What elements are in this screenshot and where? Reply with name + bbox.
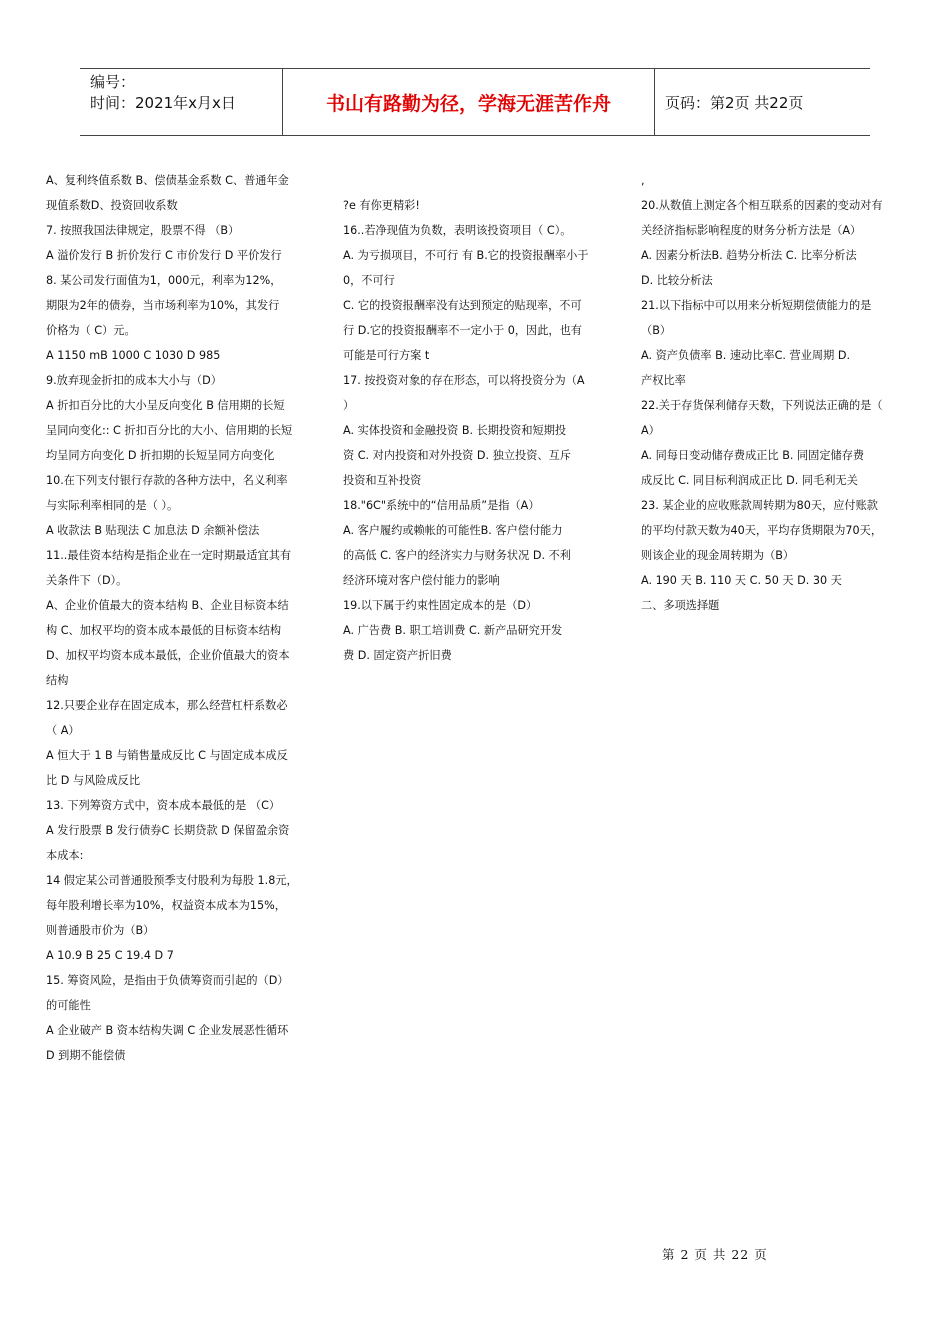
text-line: A、复利终值系数 B、偿债基金系数 C、普通年金 [46,174,289,187]
text-line: 9.放弃现金折扣的成本大小与（D） [46,374,222,387]
text-line: A. 190 天 B. 110 天 C. 50 天 D. 30 天 [641,574,842,587]
text-line: A 折扣百分比的大小呈反向变化 B 信用期的长短 [46,399,285,412]
text-line: 的平均付款天数为40天，平均存货期限为70天， [641,524,883,537]
text-line: A. 实体投资和金融投资 B. 长期投资和短期投 [343,424,567,437]
text-line: A 10.9 B 25 C 19.4 D 7 [46,949,174,962]
text-line: 经济环境对客户偿付能力的影响 [343,574,500,587]
text-line: 10.在下列支付银行存款的各种方法中，名义利率 [46,474,288,487]
text-line: 二、多项选择题 [641,599,720,612]
column-middle [343,193,611,668]
text-line: ?e 有你更精彩! [343,199,420,212]
text-line: 的可能性 [46,999,91,1012]
text-line: A 发行股票 B 发行债券C 长期贷款 D 保留盈余资 [46,824,290,837]
text-line: 13. 下列筹资方式中，资本成本最低的是 （C） [46,799,281,812]
text-line: 投资和互补投资 [343,474,422,487]
text-line: （B） [641,324,672,337]
text-line: D. 比较分析法 [641,274,713,287]
text-line: 22.关于存货保利储存天数，下列说法正确的是（ [641,399,883,412]
text-line: , [641,174,645,187]
text-line: 期限为2年的债券，当市场利率为10%，其发行 [46,299,280,312]
text-line: A. 为亏损项目，不可行 有 B.它的投资报酬率小于 [343,249,589,262]
text-line: 21.以下指标中可以用来分析短期偿债能力的是 [641,299,872,312]
text-line: 构 C、加权平均的资本成本最低的目标资本结构 [46,624,282,637]
text-line: 费 D. 固定资产折旧费 [343,649,452,662]
column-left [46,168,316,1068]
text-line: A 恒大于 1 B 与销售量成反比 C 与固定成本成反 [46,749,288,762]
text-line: 可能是可行方案 t [343,349,430,362]
text-line: D、加权平均资本成本最低，企业价值最大的资本 [46,649,290,662]
text-line: ） [343,399,355,412]
text-line: 19.以下属于约束性固定成本的是（D） [343,599,538,612]
text-line: 行 D.它的投资报酬率不一定小于 0，因此，也有 [343,324,582,337]
text-line: A 收款法 B 贴现法 C 加息法 D 余额补偿法 [46,524,260,537]
text-line: 11..最佳资本结构是指企业在一定时期最适宜其有 [46,549,292,562]
text-line: A. 客户履约或赖帐的可能性B. 客户偿付能力 [343,524,563,537]
column-right [641,168,911,618]
text-line: A. 广告费 B. 职工培训费 C. 新产品研究开发 [343,624,563,637]
text-line: 17. 按投资对象的存在形态，可以将投资分为（A [343,374,585,387]
text-line: 20.从数值上测定各个相互联系的因素的变动对有 [641,199,883,212]
text-line: 15. 筹资风险，是指由于负债筹资而引起的（D） [46,974,289,987]
text-line: A. 同每日变动储存费成正比 B. 同固定储存费 [641,449,865,462]
text-line: （ A） [46,724,80,737]
text-line: A. 因素分析法B. 趋势分析法 C. 比率分析法 [641,249,857,262]
text-line: 18."6C"系统中的“信用品质”是指（A） [343,499,540,512]
text-line: 比 D 与风险成反比 [46,774,141,787]
text-line: 产权比率 [641,374,686,387]
text-line: 0，不可行 [343,274,395,287]
text-line: 呈同向变化:: C 折扣百分比的大小、信用期的长短 [46,424,293,437]
text-line: C. 它的投资报酬率没有达到预定的贴现率，不可 [343,299,582,312]
text-line: 均呈同方向变化 D 折扣期的长短呈同方向变化 [46,449,275,462]
text-line: 与实际利率相同的是（ ）。 [46,499,179,512]
page-label: 页码：第2页 共22页 [665,93,804,112]
time-label: 时间：2021年x月x日 [90,94,236,112]
text-line: 12.只要企业存在固定成本，那么经营杠杆系数必 [46,699,288,712]
text-line: A、企业价值最大的资本结构 B、企业目标资本结 [46,599,289,612]
motto-cell [282,69,655,135]
text-line: 价格为（ C）元。 [46,324,136,337]
text-line: 关经济指标影响程度的财务分析方法是（A） [641,224,862,237]
text-line: 则该企业的现金周转期为（B） [641,549,795,562]
text-line: 现值系数D、投资回收系数 [46,199,178,212]
text-line: 的高低 C. 客户的经济实力与财务状况 D. 不利 [343,549,571,562]
text-line: A 企业破产 B 资本结构失调 C 企业发展恶性循环 [46,1024,289,1037]
text-line: 则普通股市价为（B） [46,924,155,937]
text-line: A 溢价发行 B 折价发行 C 市价发行 D 平价发行 [46,249,282,262]
text-line: 本成本: [46,849,84,862]
text-line: D 到期不能偿债 [46,1049,126,1062]
text-line: 7. 按照我国法律规定，股票不得 （B） [46,224,240,237]
page-number-cell [655,69,870,135]
text-line: A） [641,424,660,437]
text-line: 结构 [46,674,69,687]
text-line: 16..若净现值为负数，表明该投资项目（ C）。 [343,224,572,237]
number-label: 编号： [90,73,136,91]
text-line: 8. 某公司发行面值为1，000元，利率为12%， [46,274,282,287]
text-line: A 1150 mB 1000 C 1030 D 985 [46,349,221,362]
page-footer: 第 2 页 共 22 页 [662,1247,768,1262]
text-line: A. 资产负债率 B. 速动比率C. 营业周期 D. [641,349,851,362]
text-line: 关条件下（D）。 [46,574,128,587]
motto-text: 书山有路勤为径，学海无涯苦作舟 [325,92,611,115]
text-line: 23. 某企业的应收账款周转期为80天，应付账款 [641,499,878,512]
text-line: 资 C. 对内投资和对外投资 D. 独立投资、互斥 [343,449,571,462]
page-header [80,68,870,136]
text-line: 每年股利增长率为10%，权益资本成本为15%， [46,899,286,912]
text-line: 成反比 C. 同目标利润成正比 D. 同毛利无关 [641,474,858,487]
text-line: 14 假定某公司普通股预季支付股利为每股 1.8元， [46,874,298,887]
header-info-cell [80,69,282,135]
